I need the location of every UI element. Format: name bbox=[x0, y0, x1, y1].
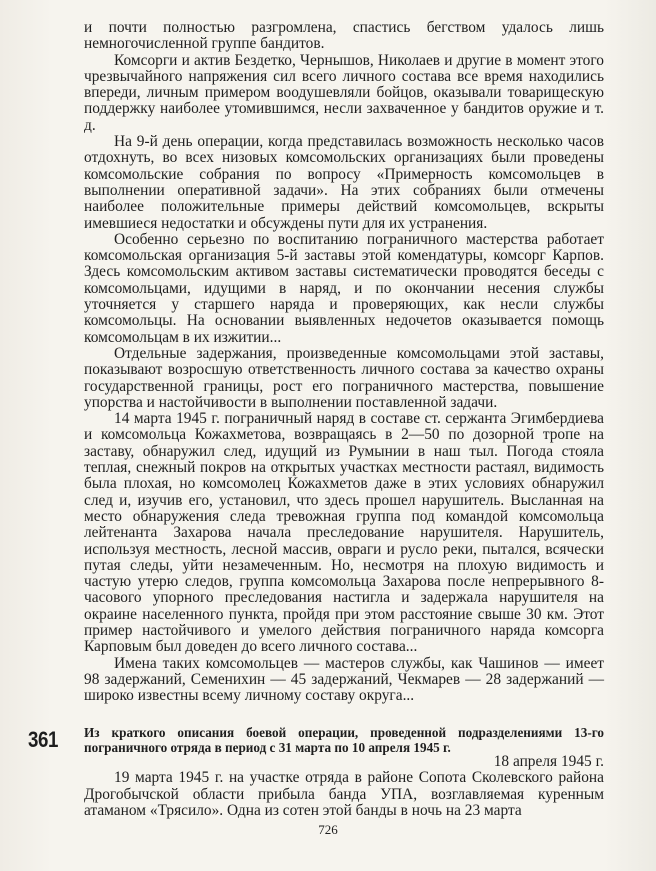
document-text: 19 марта 1945 г. на участке отряда в районе Сопота Сколевского района Дрогобычской области прибыла банда УПА, возглавляемая куренным атаманом «Трясило». Одна из сотен этой банды в ночь на 23 марта bbox=[84, 769, 604, 819]
paragraph: На 9-й день операции, когда представилась возможность несколько часов отдохнуть, во всех низовых комсомольских организациях были проведены комсомольские собрания по вопросу «Примерность комсомольцев в выполнении оперативной задачи». На этих собраниях были отмечены наиболее положительные примеры действий комсомольцев, вскрыты имевшиеся недостатки и обсуждены пути для их устранения. bbox=[84, 133, 604, 232]
document-entry bbox=[28, 725, 604, 819]
page-number: 726 bbox=[318, 822, 338, 837]
paragraph: Имена таких комсомольцев — мастеров службы, как Чашинов — имеет 98 задержаний, Семенихин — 45 задержаний, Чекмарев — 28 задержаний — широко известны всему личному составу округа... bbox=[84, 654, 604, 705]
paragraph: Отдельные задержания, произведенные комсомольцами этой заставы, показывают возросшую ответственность личного состава за качество охраны государственной границы, рост его пограничного мастерства, повышение упорства и настойчивости в выполнении поставленной задачи. bbox=[84, 344, 604, 411]
paragraph: Особенно серьезно по воспитанию пограничного мастерства работает комсомольская организация 5-й заставы этой комендатуры, комсорг Карпов. Здесь комсомольским активом заставы систематически проводятся беседы с комсомольцами, идущими в наряд, и по окончании несения службы уточняется у старшего наряда и проверяющих, как несли службы комсомольцы. На основании выявленных недочетов оказывается помощь комсомольцам в их изжитии... bbox=[84, 230, 604, 346]
paragraph: и почти полностью разгромлена, спастись бегством удалось лишь немногочисленной группе бандитов. bbox=[84, 19, 604, 53]
document-number: 361 bbox=[28, 727, 58, 752]
body-text bbox=[84, 20, 604, 704]
paragraph: Комсорги и актив Бездетко, Чернышов, Николаев и другие в момент этого чрезвычайного напряжения сил всего личного состава все время находились впереди, личным примером воодушевляли бойцов, оказывали товарищескую поддержку наиболее утомившимся, несли захваченное у бандитов оружие и т. д. bbox=[84, 51, 604, 134]
paragraph: 14 марта 1945 г. пограничный наряд в составе ст. сержанта Эгимбердиева и комсомольца Кожахметова, возвращаясь в 2—50 по дозорной тропе на заставу, обнаружил след, идущий из Румынии в наш тыл. Погода стояла теплая, снежный покров на открытых участках местности растаял, видимость была плохая, но комсомолец Кожахметов даже в этих условиях обнаружил след и, изучив его, установил, что здесь прошел нарушитель. Высланная на место обнаружения следа тревожная группа под командой комсомольца лейтенанта Захарова начала преследование нарушителя. Нарушитель, используя местность, лесной массив, овраги и русло реки, пытался, всячески путая следы, уйти незамеченным. Но, несмотря на плохую видимость и частую утерю следов, группа комсомольца Захарова после непрерывного 8-часового упорного преследования настигла и задержала нарушителя на окраине населенного пункта, пройдя при этом расстояние свыше 30 км. Этот пример настойчивого и умелого действия пограничного наряда комсорга Карповым был доведен до всего личного состава... bbox=[84, 410, 604, 656]
document-heading: Из краткого описания боевой операции, проведенной подразделениями 13-го пограничного отряда в период с 31 марта по 10 апреля 1945 г. bbox=[84, 725, 604, 755]
document-date: 18 апреля 1945 г. bbox=[493, 753, 604, 770]
